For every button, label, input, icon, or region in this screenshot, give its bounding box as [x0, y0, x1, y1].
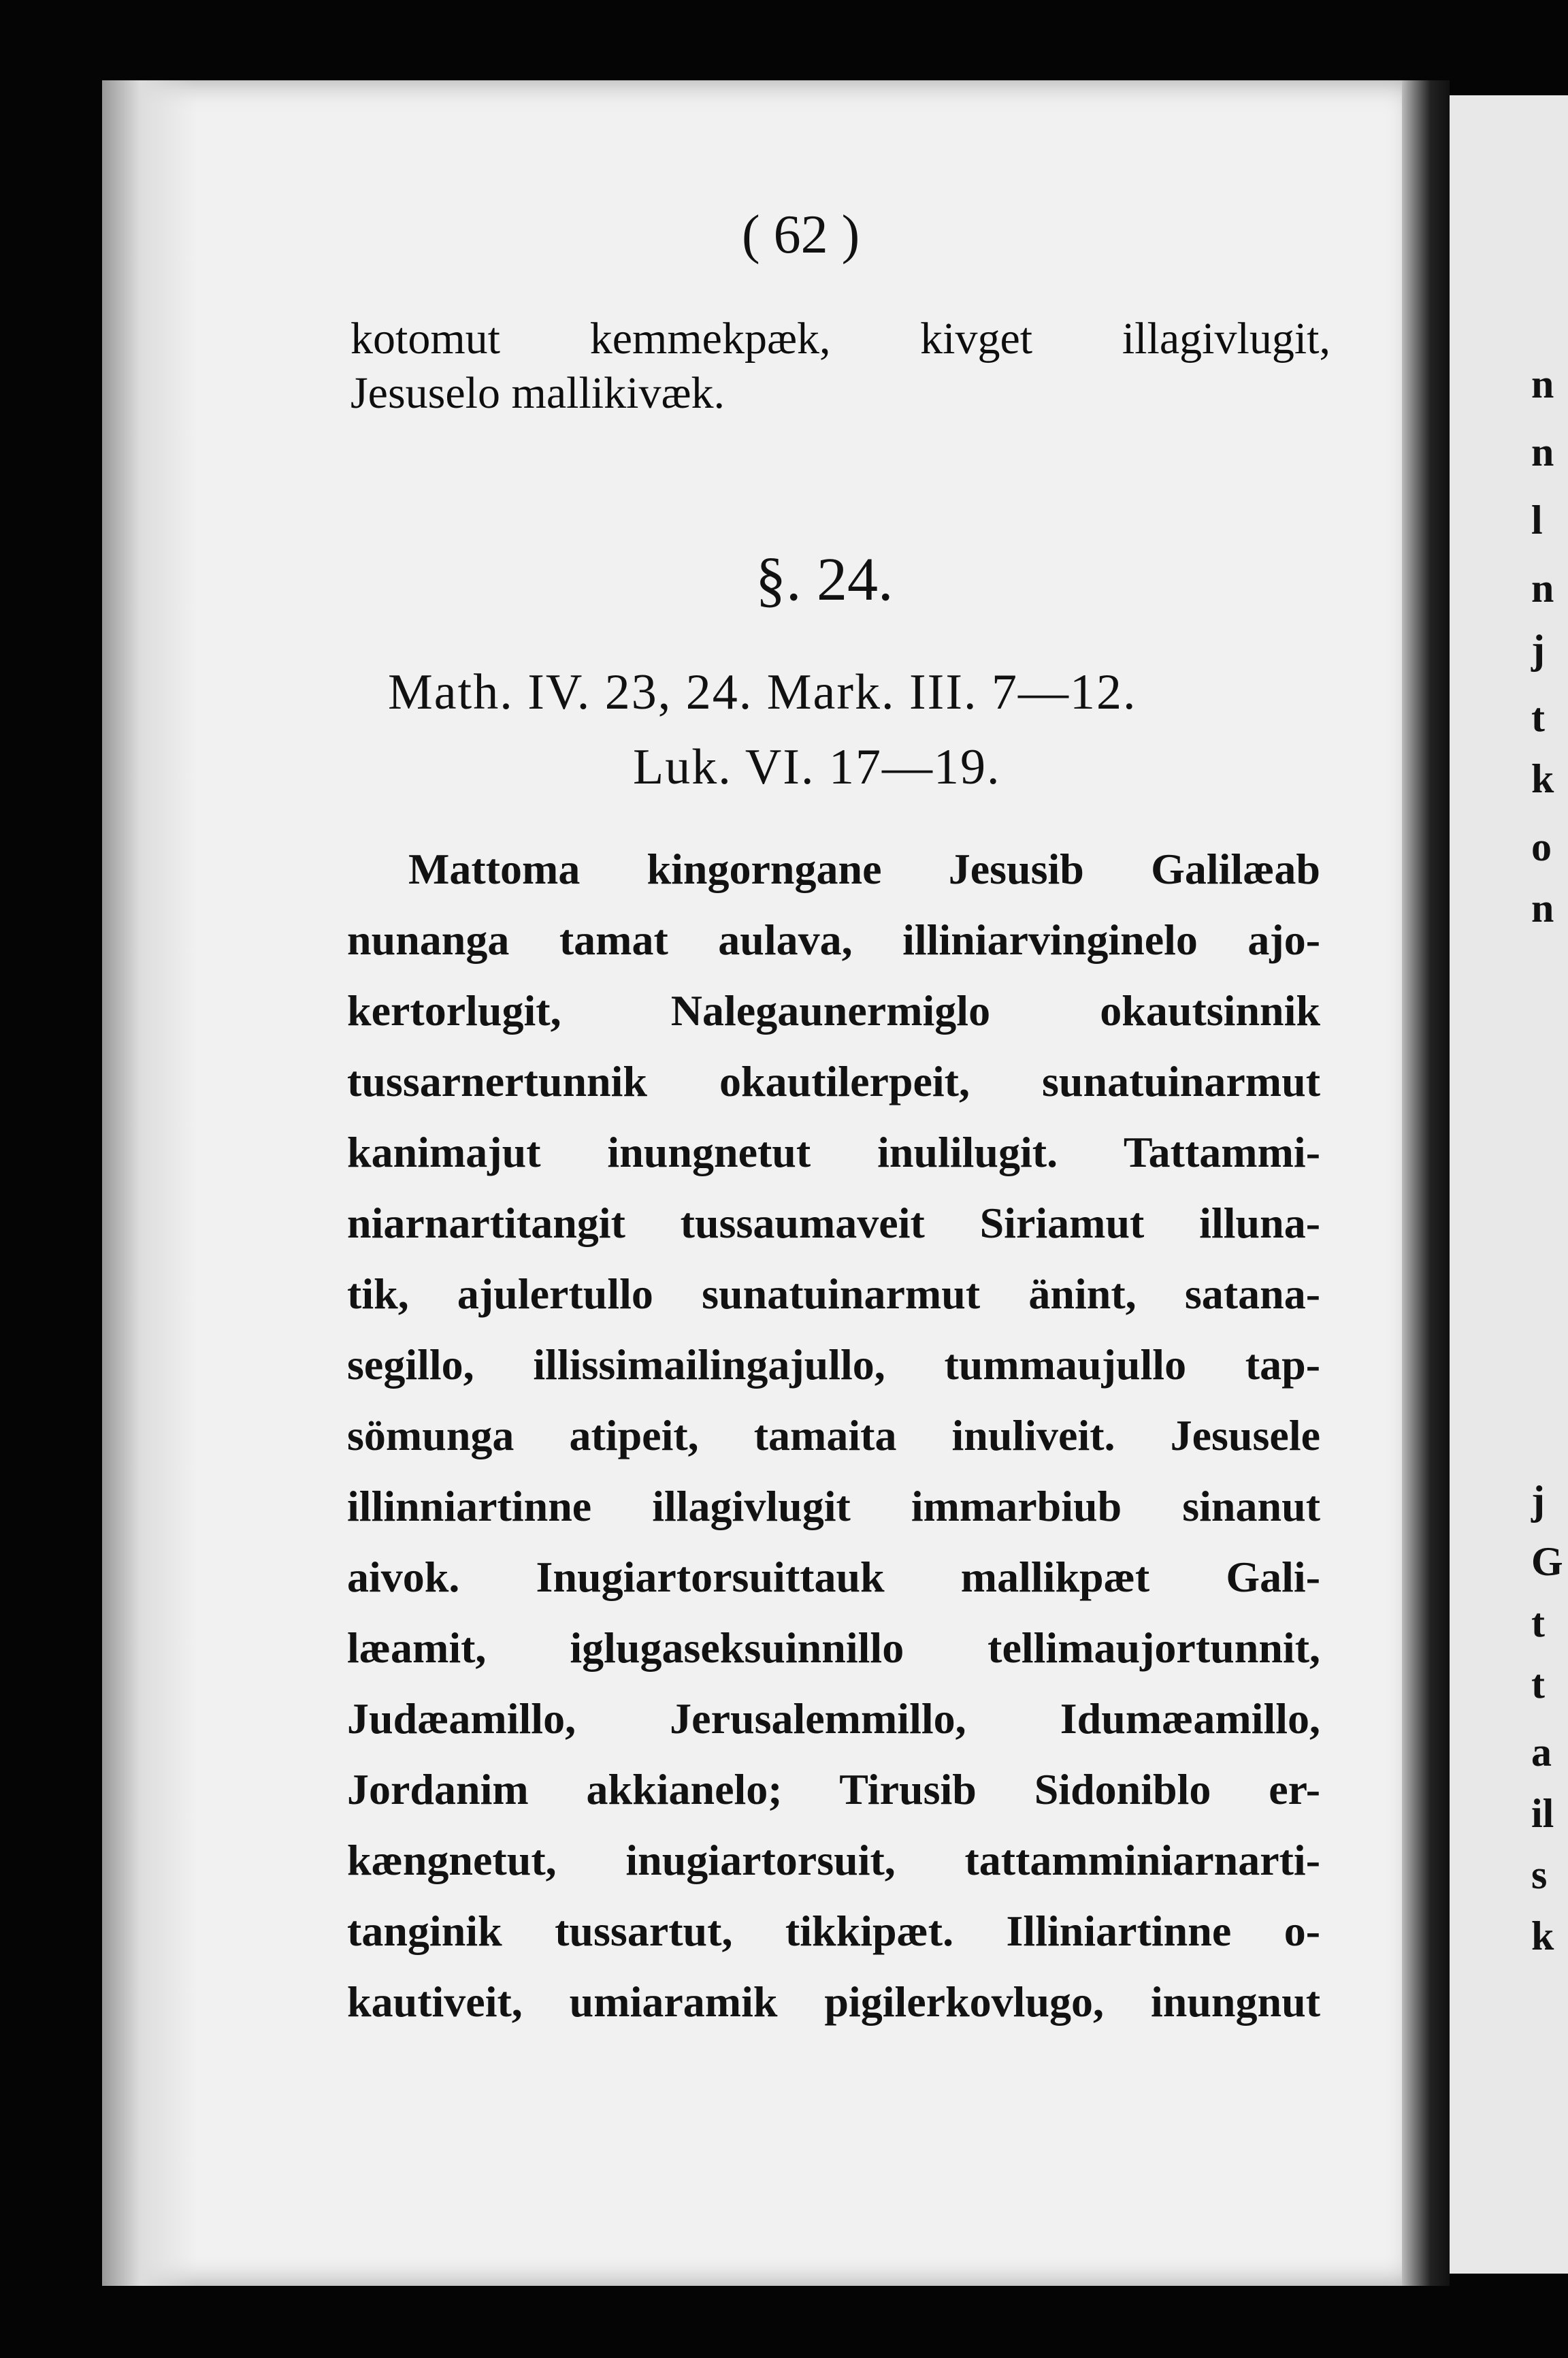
- facing-fragment: k: [1531, 1913, 1554, 1958]
- body-line: tik, ajulertullo sunatuinarmut änint, satana-: [347, 1270, 1320, 1318]
- page-number: ( 62 ): [742, 205, 860, 265]
- body-line: kautiveit, umiaramik pigilerkovlugo, inungnut: [347, 1977, 1320, 2026]
- body-line: kængnetut, inugiartorsuit, tattamminiarnarti-: [347, 1836, 1320, 1884]
- body-line: nunanga tamat aulava, illiniarvinginelo ajo-: [347, 916, 1320, 964]
- body-line: segillo, illissimailingajullo, tummaujullo tap-: [347, 1340, 1320, 1389]
- facing-fragment: n: [1531, 430, 1554, 474]
- body-line: illinniartinne illagivlugit immarbiub sinanut: [347, 1482, 1320, 1530]
- body-line: kertorlugit, Nalegaunermiglo okautsinnik: [347, 986, 1320, 1035]
- body-line: Jordanim akkianelo; Tirusib Sidoniblo er-: [347, 1765, 1320, 1813]
- facing-fragment: n: [1531, 361, 1554, 406]
- facing-fragment: t: [1531, 1600, 1545, 1645]
- facing-fragment: s: [1531, 1852, 1548, 1897]
- facing-fragment: G: [1531, 1539, 1563, 1584]
- facing-fragment: o: [1531, 824, 1552, 869]
- book-gutter: [1402, 80, 1450, 2286]
- body-line: læamit, iglugaseksuinnillo tellimaujortunnit,: [347, 1624, 1320, 1672]
- body-line: sömunga atipeit, tamaita inuliveit. Jesusele: [347, 1411, 1320, 1459]
- page-left-edge: [102, 80, 197, 2286]
- facing-fragment: a: [1531, 1730, 1552, 1775]
- scripture-reference: Luk. VI. 17—19.: [633, 739, 1001, 795]
- facing-fragment: j: [1531, 627, 1545, 672]
- body-line: Mattoma kingorngane Jesusib Galilæab: [408, 845, 1320, 893]
- continuation-line: kotomut kemmekpæk, kivget illagivlugit,: [350, 314, 1330, 364]
- facing-fragment: n: [1531, 566, 1554, 611]
- continuation-line: Jesuselo mallikivæk.: [350, 368, 725, 418]
- body-line: niarnartitangit tussaumaveit Siriamut illuna-: [347, 1199, 1320, 1247]
- body-line: tanginik tussartut, tikkipæt. Illiniartinne o-: [347, 1907, 1320, 1955]
- body-line: kanimajut inungnetut inulilugit. Tattammi-: [347, 1128, 1320, 1176]
- body-line: aivok. Inugiartorsuittauk mallikpæt Gali-: [347, 1553, 1320, 1601]
- facing-fragment: il: [1531, 1791, 1554, 1836]
- section-heading: §. 24.: [755, 546, 894, 613]
- facing-fragment: n: [1531, 886, 1554, 931]
- facing-fragment: j: [1531, 1478, 1545, 1523]
- facing-fragment: t: [1531, 1662, 1545, 1707]
- facing-fragment: l: [1531, 498, 1543, 543]
- body-line: Judæamillo, Jerusalemmillo, Idumæamillo,: [347, 1694, 1320, 1743]
- facing-fragment: k: [1531, 756, 1554, 801]
- scripture-reference: Math. IV. 23, 24. Mark. III. 7—12.: [388, 664, 1137, 720]
- body-line: tussarnertunnik okautilerpeit, sunatuinarmut: [347, 1057, 1320, 1105]
- facing-fragment: t: [1531, 695, 1545, 740]
